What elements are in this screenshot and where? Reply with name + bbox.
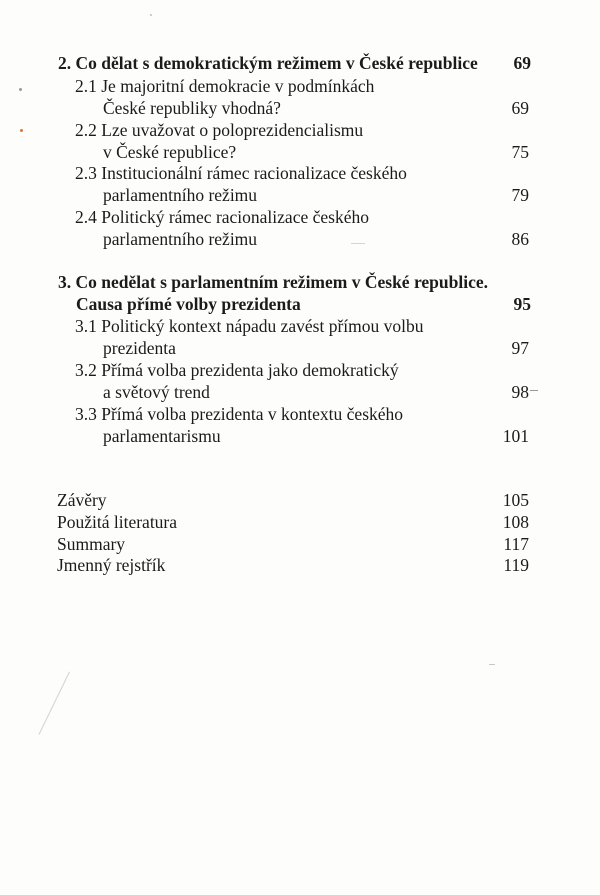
back-matter-title: Summary (57, 534, 126, 554)
back-matter-entry-conclusions (0, 488, 600, 512)
chapter-3-entry (0, 270, 600, 294)
scan-speck (19, 88, 22, 91)
chapter-3-entry-cont (0, 292, 600, 316)
section-3-1-page: 97 (511, 338, 529, 358)
section-3-2-entry-cont (0, 380, 600, 404)
section-2-4-title-line2: parlamentního režimu (103, 229, 258, 249)
section-3-1-title-line1: 3.1 Politický kontext nápadu zavést přímou volbu (75, 316, 424, 336)
section-2-2-title-line2: v České republice? (103, 142, 237, 162)
section-2-1-title-line2: České republiky vhodná? (103, 98, 281, 118)
section-2-2-entry (0, 118, 600, 142)
section-3-2-title-line2: a světový trend (103, 382, 210, 402)
scan-mark (530, 390, 538, 391)
chapter-3-page: 95 (513, 294, 531, 314)
section-2-1-entry-cont (0, 96, 600, 120)
section-3-2-page: 98 (511, 382, 529, 402)
scan-mark (489, 664, 495, 665)
chapter-2-page: 69 (513, 53, 531, 73)
back-matter-page: 119 (503, 555, 529, 575)
back-matter-entry-literature (0, 510, 600, 534)
section-3-3-title-line2: parlamentarismu (103, 426, 221, 446)
scan-speck-orange (20, 129, 23, 132)
section-2-3-entry-cont (0, 183, 600, 207)
scan-scratch (38, 672, 70, 735)
chapter-2-entry (0, 51, 600, 75)
back-matter-entry-index (0, 553, 600, 577)
section-3-3-title-line1: 3.3 Přímá volba prezidenta v kontextu českého (75, 404, 404, 424)
section-2-3-title-line2: parlamentního režimu (103, 185, 258, 205)
section-2-4-page: 86 (511, 229, 529, 249)
section-3-3-entry (0, 402, 600, 426)
section-2-4-entry-cont (0, 227, 600, 251)
scan-speck (150, 14, 152, 16)
section-3-1-title-line2: prezidenta (103, 338, 176, 358)
section-2-1-title-line1: 2.1 Je majoritní demokracie v podmínkách (75, 76, 375, 96)
section-2-3-entry (0, 161, 600, 185)
chapter-3-title-line2: Causa přímé volby prezidenta (76, 294, 301, 314)
chapter-2-title: 2. Co dělat s demokratickým režimem v České republice (58, 53, 478, 73)
back-matter-page: 117 (503, 534, 529, 554)
section-3-3-entry-cont (0, 424, 600, 448)
section-2-4-title-line1: 2.4 Politický rámec racionalizace českého (75, 207, 369, 227)
section-3-1-entry (0, 314, 600, 338)
section-2-2-page: 75 (511, 142, 529, 162)
section-3-2-entry (0, 358, 600, 382)
section-3-1-entry-cont (0, 336, 600, 360)
section-2-2-title-line1: 2.2 Lze uvažovat o poloprezidencialismu (75, 120, 364, 140)
section-2-4-entry (0, 205, 600, 229)
section-3-3-page: 101 (502, 426, 529, 446)
back-matter-page: 108 (502, 512, 529, 532)
section-2-3-title-line1: 2.3 Institucionální rámec racionalizace českého (75, 163, 407, 183)
section-2-1-page: 69 (511, 98, 529, 118)
section-3-2-title-line1: 3.2 Přímá volba prezidenta jako demokratický (75, 360, 399, 380)
back-matter-title: Závěry (57, 490, 107, 510)
back-matter-title: Jmenný rejstřík (57, 555, 166, 575)
scan-mark (351, 243, 365, 244)
back-matter-page: 105 (502, 490, 529, 510)
section-2-3-page: 79 (511, 185, 529, 205)
chapter-3-title-line1: 3. Co nedělat s parlamentním režimem v České republice. (58, 272, 488, 292)
section-2-1-entry (0, 74, 600, 98)
back-matter-title: Použitá literatura (57, 512, 178, 532)
